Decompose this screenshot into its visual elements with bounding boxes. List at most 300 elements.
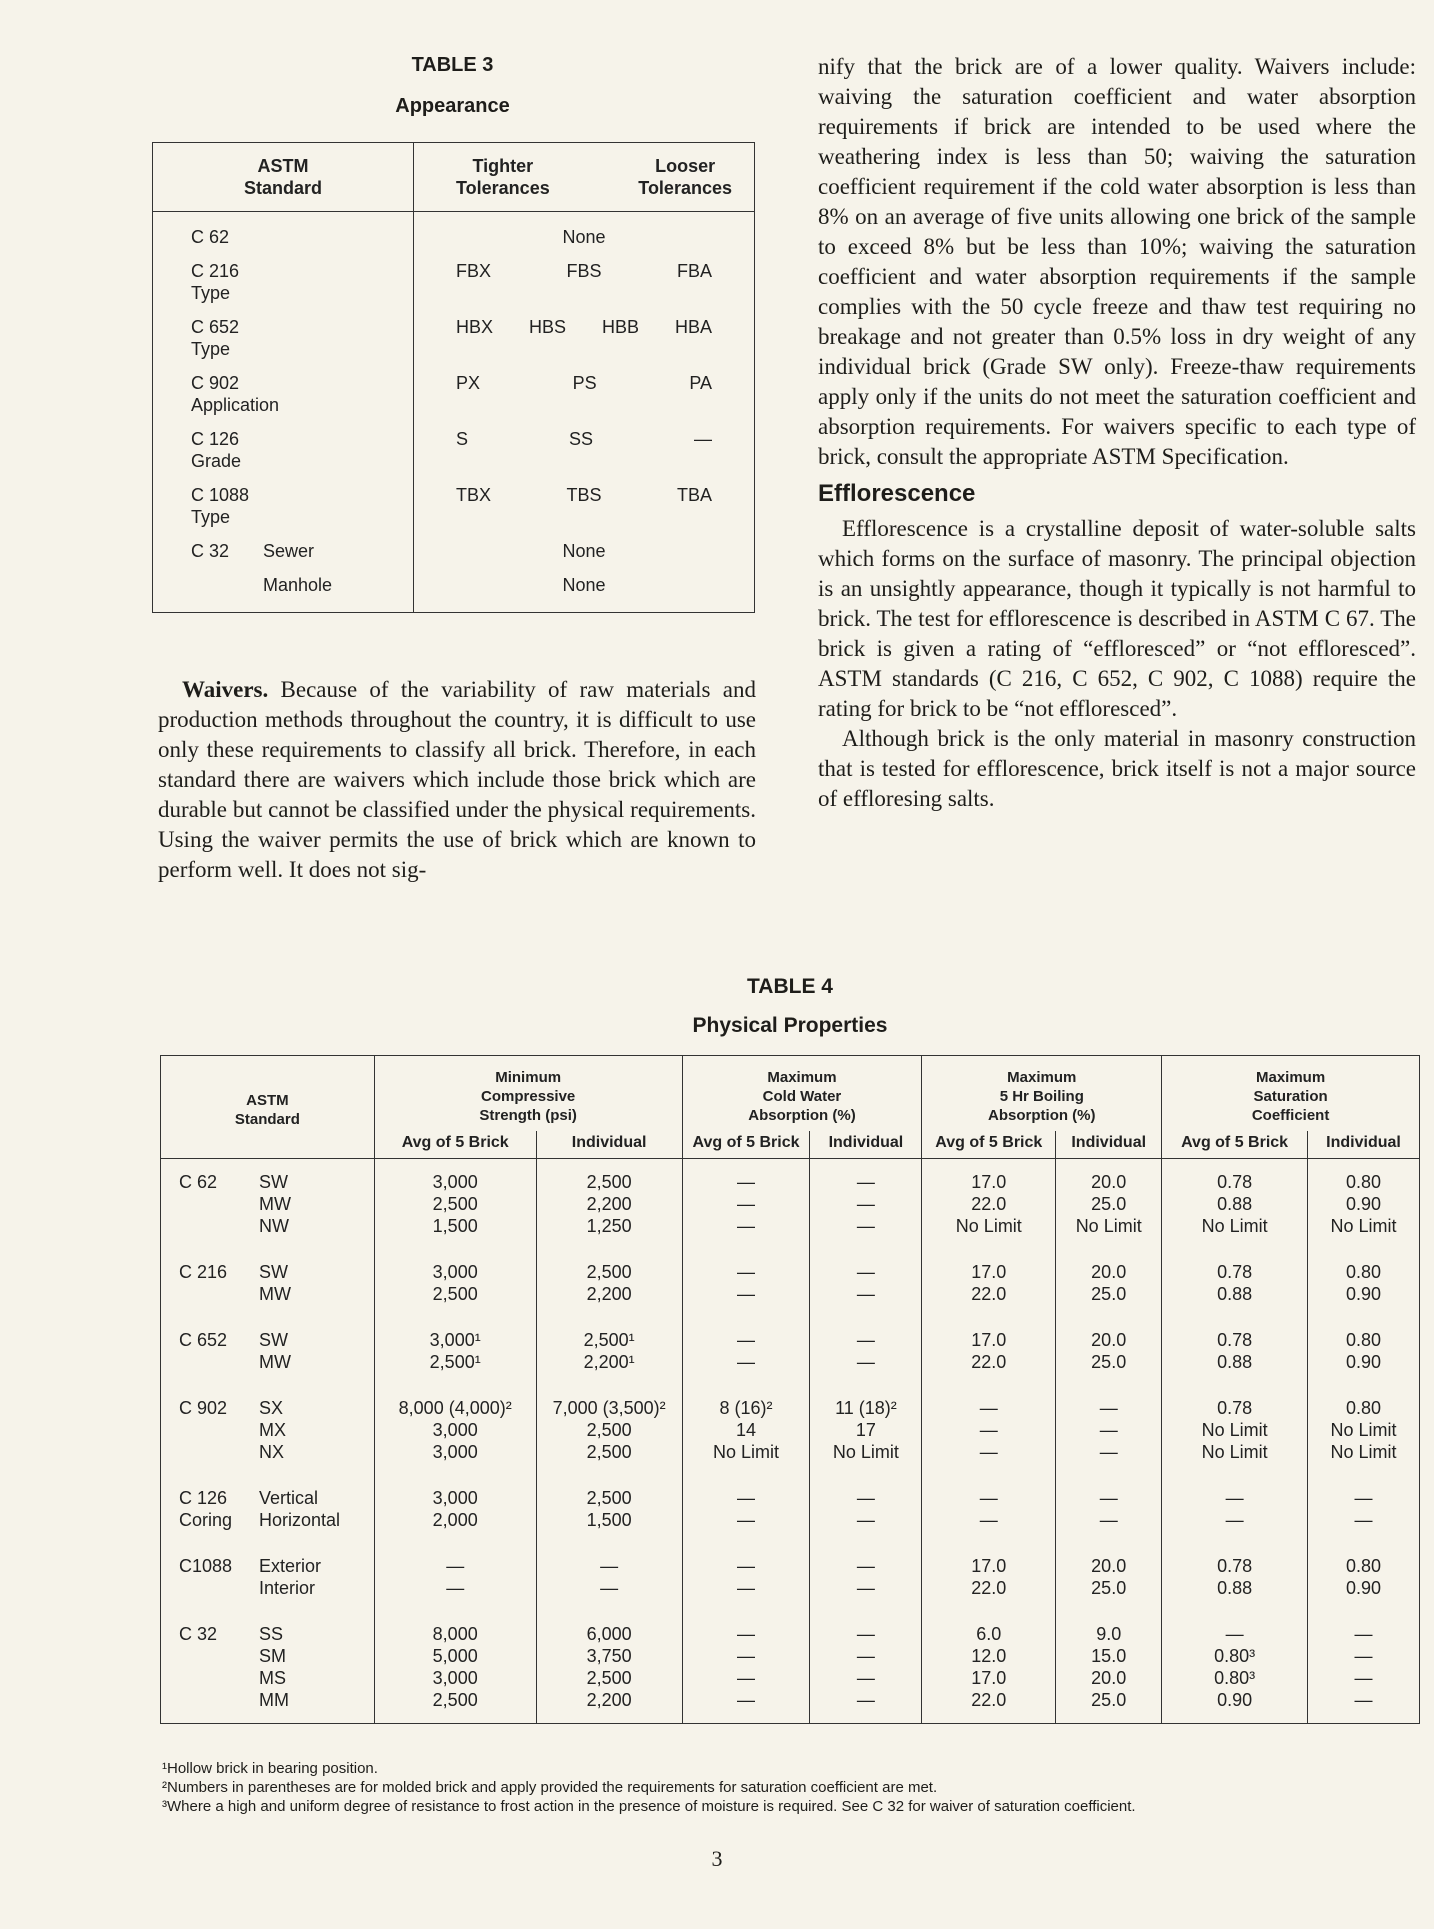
- table4-cell-boil-ind: [1056, 1317, 1162, 1385]
- table3-body: [153, 212, 755, 613]
- table4-header-saturation: Maximum Saturation Coefficient: [1251, 1069, 1330, 1124]
- table4-value: 17.0: [971, 1330, 1007, 1350]
- table4-value: 8 (16)²: [719, 1398, 773, 1418]
- table4-standard-cell: [161, 1385, 375, 1475]
- table4-value: —: [1099, 1510, 1118, 1530]
- table4-cell-sat-avg: [1162, 1543, 1308, 1611]
- table3-substandard: Grade: [191, 451, 242, 471]
- table4-value: 3,000: [432, 1420, 478, 1440]
- table4-grade: NX: [259, 1442, 285, 1462]
- table3-designation: FBA: [676, 261, 712, 281]
- table3-standard-cell: [153, 362, 414, 418]
- table4-value: —: [1354, 1624, 1373, 1644]
- table3-header-tolerances: [414, 143, 755, 212]
- table4-row: [161, 1543, 1420, 1611]
- table4-value: 20.0: [1091, 1262, 1127, 1282]
- table4-value: —: [600, 1556, 619, 1576]
- table4-value: 22.0: [971, 1352, 1007, 1372]
- table4-value: —: [446, 1556, 465, 1576]
- table3-standard: C 216: [191, 261, 240, 281]
- table4-value: 2,500: [586, 1488, 632, 1508]
- table3-designation: TBS: [566, 485, 602, 505]
- table4-cell-boil-ind: [1056, 1543, 1162, 1611]
- table3-standard: C 62: [191, 227, 230, 247]
- table3-row: [153, 362, 755, 418]
- table4-cell-cold-avg: [682, 1475, 810, 1543]
- table4-value: —: [856, 1556, 875, 1576]
- table4-value: 3,000¹: [429, 1330, 481, 1350]
- table4-standard-cell: [161, 1611, 375, 1724]
- table4-grades: [259, 1555, 321, 1599]
- table4-value: 0.78: [1217, 1398, 1253, 1418]
- table3-designation: —: [694, 429, 712, 449]
- table4-value: —: [1225, 1488, 1244, 1508]
- table4-value: 17.0: [971, 1172, 1007, 1192]
- table4-value: 25.0: [1091, 1194, 1127, 1214]
- table4-row: [161, 1475, 1420, 1543]
- table4-value: 2,500¹: [583, 1330, 635, 1350]
- table4-value: 7,000 (3,500)²: [552, 1398, 666, 1418]
- table4-cell-sat-avg: [1162, 1611, 1308, 1724]
- table4-value: No Limit: [713, 1442, 780, 1462]
- table4-value: No Limit: [1330, 1442, 1397, 1462]
- table4-cell-sat-avg: [1162, 1475, 1308, 1543]
- table4-value: No Limit: [1201, 1420, 1268, 1440]
- table4-value: —: [1354, 1668, 1373, 1688]
- table4-cell-sat-avg: [1162, 1249, 1308, 1317]
- table4-value: 25.0: [1091, 1578, 1127, 1598]
- table4-value: 15.0: [1091, 1646, 1127, 1666]
- table4-value: 2,500: [586, 1172, 632, 1192]
- table4-standard-label: C1088: [179, 1556, 233, 1576]
- table4-value: 22.0: [971, 1284, 1007, 1304]
- table3-designation: S: [456, 429, 469, 449]
- table3-standard-cell: [153, 212, 414, 251]
- table4-value: —: [856, 1578, 875, 1598]
- table4-standard-label: C 902: [179, 1398, 228, 1418]
- table4-value: 11 (18)²: [835, 1398, 897, 1418]
- table4-cell-sat-ind: [1308, 1317, 1420, 1385]
- efflorescence-paragraph-1: Efflorescence is a crystalline deposit of water-soluble salts which forms on the surface of masonry. The principal objection is an unsightly appearance, though it typically is not harmful to brick. The test for efflorescence is described in ASTM C 67. The brick is given a rating of “effloresced” or “not effloresced”. ASTM standards (C 216, C 652, C 902, C 1088) require the rating for brick to be “not effloresced”.: [818, 516, 1416, 721]
- table3-standard: C 32: [191, 541, 230, 561]
- table4-value: 2,500: [586, 1668, 632, 1688]
- table4-value: 3,000: [432, 1442, 478, 1462]
- table4-grade: MW: [259, 1194, 291, 1214]
- table4-value: —: [856, 1216, 875, 1236]
- table3-standard: C 652: [191, 317, 240, 337]
- table4-standard-cell: [161, 1543, 375, 1611]
- table4-grade: Vertical: [259, 1488, 319, 1508]
- table4-value: —: [737, 1646, 756, 1666]
- table3-title: Appearance: [395, 95, 510, 117]
- table4-sub-sat-avg: Avg of 5 Brick: [1162, 1131, 1308, 1159]
- table4-header-boiling: Maximum 5 Hr Boiling Absorption (%): [922, 1056, 1162, 1132]
- table4-grade: Horizontal: [259, 1510, 341, 1530]
- table4-grade: SW: [259, 1172, 288, 1192]
- table4-value: 20.0: [1091, 1668, 1127, 1688]
- table3-substandard: Type: [191, 339, 231, 359]
- table3: [152, 142, 755, 613]
- table3-row: [153, 474, 755, 530]
- table3-designation: PX: [456, 373, 481, 393]
- table4-cell-comp-ind: [536, 1475, 682, 1543]
- table4-cell-sat-avg: [1162, 1385, 1308, 1475]
- table4-value: —: [979, 1488, 998, 1508]
- table4-value: —: [1099, 1488, 1118, 1508]
- waivers-left-text: Because of the variability of raw materials and production methods throughout the country, it is difficult to use only these requirements to classify all brick. Therefore, in each standard there are waivers which include those brick which are durable but cannot be classified under the physical requirements. Using the waiver permits the use of brick which are known to perform well. It does not sig-: [158, 677, 756, 882]
- table4-value: 8,000 (4,000)²: [398, 1398, 512, 1418]
- table3-standard-cell: [153, 306, 414, 362]
- table4-standard-cell: [161, 1475, 375, 1543]
- table4-value: 22.0: [971, 1690, 1007, 1710]
- table4-value: 0.78: [1217, 1330, 1253, 1350]
- table4-cell-comp-avg: [374, 1611, 536, 1724]
- table4-standard-label: C 32: [179, 1624, 218, 1644]
- table4-value: 0.80: [1345, 1398, 1382, 1418]
- footnote-3: ³Where a high and uniform degree of resistance to frost action in the presence of moisture is required. See C 32 for waiver of saturation coefficient.: [162, 1798, 1136, 1815]
- table3-header-standard: ASTM Standard: [153, 143, 414, 212]
- table4-header-standard: ASTM Standard: [161, 1056, 375, 1159]
- table4-value: —: [1354, 1510, 1373, 1530]
- table4-title: Physical Properties: [692, 1014, 888, 1037]
- table4-row: [161, 1385, 1420, 1475]
- table4-value: —: [856, 1194, 875, 1214]
- table4-value: 3,000: [432, 1262, 478, 1282]
- table4-value: 20.0: [1091, 1172, 1127, 1192]
- table4-row: [161, 1159, 1420, 1250]
- table3-standard: C 1088: [191, 485, 250, 505]
- efflorescence-paragraph-2: Although brick is the only material in masonry construction that is tested for efflorescence, brick itself is not a major source of effloresing salts.: [818, 726, 1416, 811]
- table4-value: —: [737, 1172, 756, 1192]
- table4-cell-sat-ind: [1308, 1385, 1420, 1475]
- table4-value: 0.88: [1217, 1194, 1253, 1214]
- table4-grade: SX: [259, 1398, 284, 1418]
- table4-cell-comp-ind: [536, 1611, 682, 1724]
- table4-row: [161, 1317, 1420, 1385]
- table4-grade: MM: [259, 1690, 289, 1710]
- table4-value: 0.88: [1217, 1284, 1253, 1304]
- table4-cell-sat-ind: [1308, 1475, 1420, 1543]
- table4-value: 2,200: [586, 1194, 632, 1214]
- table4-cell-boil-ind: [1056, 1611, 1162, 1724]
- table4-grade: Interior: [259, 1578, 316, 1598]
- table4-standard-label: C 126 Coring: [179, 1488, 233, 1530]
- table3-row: [153, 530, 755, 564]
- table4-sub-comp-avg: Avg of 5 Brick: [374, 1131, 536, 1159]
- table3-designation: TBA: [676, 485, 712, 505]
- table4-value: —: [1225, 1624, 1244, 1644]
- table4-value: 0.90: [1345, 1352, 1382, 1372]
- table4-row: [161, 1611, 1420, 1724]
- table4-grades: [259, 1623, 289, 1711]
- table4-cell-boil-avg: [922, 1159, 1056, 1250]
- table3-standard-cell: [153, 530, 414, 564]
- table4-cell-comp-ind: [536, 1385, 682, 1475]
- table4-standard-cell: [161, 1249, 375, 1317]
- table4-cell-cold-avg: [682, 1543, 810, 1611]
- table4-value: 2,500: [586, 1442, 632, 1462]
- table4-grade: SM: [259, 1646, 286, 1666]
- waivers-paragraph: [158, 675, 756, 885]
- table3-values-cell: [414, 474, 755, 530]
- table4-value: 17: [855, 1420, 876, 1440]
- table4-value: 0.80³: [1214, 1668, 1256, 1688]
- table3-standard-cell: [153, 474, 414, 530]
- table4-value: —: [856, 1262, 875, 1282]
- table4-value: No Limit: [1075, 1216, 1142, 1236]
- table4-value: 2,000: [432, 1510, 478, 1530]
- table4-header-cold-water: Maximum Cold Water Absorption (%): [682, 1056, 922, 1132]
- table3-values-cell: [414, 250, 755, 306]
- table3-designation: FBX: [456, 261, 492, 281]
- table4-standard-label: C 652: [179, 1330, 228, 1350]
- table4-cell-comp-avg: [374, 1249, 536, 1317]
- table4-value: 6,000: [586, 1624, 632, 1644]
- table3-row: [153, 250, 755, 306]
- table4-value: 0.80³: [1214, 1646, 1256, 1666]
- table4-cell-boil-ind: [1056, 1385, 1162, 1475]
- table3-designation: TBX: [456, 485, 492, 505]
- table3-values-cell: None: [562, 227, 606, 247]
- table4-grade: MS: [259, 1668, 286, 1688]
- table4-value: —: [1225, 1510, 1244, 1530]
- table4-cell-cold-ind: [810, 1543, 922, 1611]
- table4-value: 2,500: [586, 1420, 632, 1440]
- table4-cell-boil-avg: [922, 1317, 1056, 1385]
- table4-value: —: [979, 1398, 998, 1418]
- table4-value: 25.0: [1091, 1690, 1127, 1710]
- table4-value: 0.80: [1345, 1262, 1382, 1282]
- table4-cell-sat-ind: [1308, 1543, 1420, 1611]
- table4-value: No Limit: [955, 1216, 1022, 1236]
- table4-value: 0.80: [1345, 1172, 1382, 1192]
- table4-value: —: [856, 1172, 875, 1192]
- table4-grades: [259, 1487, 340, 1531]
- table4-label: TABLE 4: [747, 975, 833, 998]
- table4-value: No Limit: [1201, 1442, 1268, 1462]
- table4-value: 3,000: [432, 1172, 478, 1192]
- table4-value: —: [737, 1488, 756, 1508]
- table4-value: —: [979, 1420, 998, 1440]
- table3-standard: C 126: [191, 429, 240, 449]
- table4-cell-boil-ind: [1056, 1249, 1162, 1317]
- table4-value: 9.0: [1096, 1624, 1122, 1644]
- table4-value: 2,500: [586, 1262, 632, 1282]
- table3-label: TABLE 3: [411, 54, 494, 76]
- table4-value: —: [856, 1646, 875, 1666]
- table4-standard-label: C 216: [179, 1262, 228, 1282]
- table4-body: [161, 1159, 1420, 1724]
- waivers-lead: Waivers.: [182, 677, 269, 702]
- table4-value: 0.90: [1345, 1284, 1382, 1304]
- table4-value: —: [856, 1330, 875, 1350]
- table4-standard-label: C 62: [179, 1172, 218, 1192]
- table4-value: 3,000: [432, 1668, 478, 1688]
- table4-grades: [259, 1171, 291, 1237]
- table4-value: 25.0: [1091, 1284, 1127, 1304]
- table4-cell-boil-avg: [922, 1611, 1056, 1724]
- table4-sub-cold-ind: Individual: [810, 1131, 922, 1159]
- table4-value: 22.0: [971, 1194, 1007, 1214]
- table3-substandard: Manhole: [263, 575, 333, 595]
- table4-value: 17.0: [971, 1556, 1007, 1576]
- table4-sub-boil-avg: Avg of 5 Brick: [922, 1131, 1056, 1159]
- table4-value: 17.0: [971, 1668, 1007, 1688]
- table4-cell-boil-avg: [922, 1543, 1056, 1611]
- table4-value: 1,500: [586, 1510, 632, 1530]
- table4-value: 2,200: [586, 1284, 632, 1304]
- table4-value: —: [737, 1578, 756, 1598]
- table3-substandard: Application: [191, 395, 280, 415]
- table4-value: —: [979, 1442, 998, 1462]
- table4-value: —: [1354, 1646, 1373, 1666]
- table4-header-compressive: Minimum Compressive Strength (psi): [374, 1056, 682, 1132]
- table4-cell-sat-avg: [1162, 1159, 1308, 1250]
- table4-value: 0.90: [1217, 1690, 1253, 1710]
- table4-cell-comp-ind: [536, 1249, 682, 1317]
- table4-grades: [259, 1261, 291, 1305]
- table4-cell-cold-ind: [810, 1385, 922, 1475]
- table3-row: [153, 212, 755, 251]
- table4-value: 8,000: [432, 1624, 478, 1644]
- table4-standard-cell: [161, 1317, 375, 1385]
- table3-designation: HBA: [674, 317, 712, 337]
- table4-cell-comp-avg: [374, 1475, 536, 1543]
- table4-cell-boil-avg: [922, 1475, 1056, 1543]
- table3-substandard: Type: [191, 507, 231, 527]
- table4-value: 20.0: [1091, 1556, 1127, 1576]
- table4-value: —: [737, 1216, 756, 1236]
- table4-sub-cold-avg: Avg of 5 Brick: [682, 1131, 810, 1159]
- table3-substandard: Sewer: [263, 541, 315, 561]
- table4-cell-comp-ind: [536, 1543, 682, 1611]
- table4-cell-boil-avg: [922, 1385, 1056, 1475]
- table4-value: —: [856, 1690, 875, 1710]
- table4-value: —: [1099, 1442, 1118, 1462]
- table4-cell-boil-ind: [1056, 1159, 1162, 1250]
- table4-value: 2,200¹: [583, 1352, 635, 1372]
- table4-value: 12.0: [971, 1646, 1007, 1666]
- table4-sub-comp-ind: Individual: [536, 1131, 682, 1159]
- table3-header-tighter: Tighter Tolerances: [456, 156, 550, 198]
- table3-row: [153, 306, 755, 362]
- table4-value: —: [737, 1690, 756, 1710]
- table4-value: —: [856, 1510, 875, 1530]
- table4-value: 1,500: [432, 1216, 478, 1236]
- table4-value: —: [737, 1284, 756, 1304]
- table3-substandard: Type: [191, 283, 231, 303]
- table4-value: 2,500: [432, 1284, 478, 1304]
- table4-value: 2,500: [432, 1690, 478, 1710]
- table3-standard-cell: [153, 250, 414, 306]
- table4-value: 2,200: [586, 1690, 632, 1710]
- table4-value: 2,500¹: [429, 1352, 481, 1372]
- table4-value: 0.90: [1345, 1194, 1382, 1214]
- table4-value: No Limit: [1201, 1216, 1268, 1236]
- table4-value: 0.78: [1217, 1172, 1253, 1192]
- table3-values-cell: [414, 362, 755, 418]
- table3-row: [153, 564, 755, 613]
- table4-sub-boil-ind: Individual: [1056, 1131, 1162, 1159]
- table4-grade: SW: [259, 1262, 288, 1282]
- table4-value: 17.0: [971, 1262, 1007, 1282]
- table4-cell-comp-avg: [374, 1159, 536, 1250]
- table3-standard-cell: [153, 564, 414, 613]
- table4-value: —: [979, 1510, 998, 1530]
- table3-values-cell: None: [562, 541, 606, 561]
- table4-value: —: [737, 1556, 756, 1576]
- table4-cell-sat-ind: [1308, 1159, 1420, 1250]
- table4-grade: SS: [259, 1624, 284, 1644]
- table4-cell-boil-ind: [1056, 1475, 1162, 1543]
- table4-value: 1,250: [586, 1216, 632, 1236]
- table4-footnotes: [162, 1759, 1136, 1816]
- table3-designation: PA: [689, 373, 712, 393]
- table4-cell-comp-ind: [536, 1159, 682, 1250]
- right-column: [818, 52, 1416, 814]
- table4-cell-comp-ind: [536, 1317, 682, 1385]
- waivers-section: [158, 675, 756, 885]
- table4-value: —: [737, 1262, 756, 1282]
- table4-value: —: [1354, 1488, 1373, 1508]
- table4-value: —: [1354, 1690, 1373, 1710]
- table4-row: [161, 1249, 1420, 1317]
- table4-value: No Limit: [832, 1442, 899, 1462]
- table4-value: —: [737, 1330, 756, 1350]
- table4-cell-comp-avg: [374, 1543, 536, 1611]
- table4-value: 3,750: [586, 1646, 632, 1666]
- table3-designation: HBX: [456, 317, 494, 337]
- table4-value: 22.0: [971, 1578, 1007, 1598]
- table4-cell-cold-avg: [682, 1159, 810, 1250]
- table4-cell-cold-avg: [682, 1249, 810, 1317]
- efflorescence-heading: Efflorescence: [818, 480, 976, 507]
- table4-cell-sat-ind: [1308, 1611, 1420, 1724]
- table4-grade: MW: [259, 1352, 291, 1372]
- table4-grades: [259, 1397, 286, 1463]
- table3-designation: HBB: [601, 317, 639, 337]
- table4: [160, 1055, 1420, 1724]
- table4-value: 0.80: [1345, 1330, 1382, 1350]
- table4-grade: MX: [259, 1420, 286, 1440]
- waivers-continued: nify that the brick are of a lower quality. Waivers include: waiving the saturation coefficient and water absorption requirements if brick are intended to be used where the weathering index is less than 50; waiving the saturation coefficient requirement if the cold water absorption is less than 8% on an average of five units allowing one brick of the sample to exceed 8% but be less than 10%; waiving the saturation coefficient and water absorption requirements if the sample complies with the 50 cycle freeze and thaw test requiring no breakage and not greater than 0.5% loss in dry weight of any individual brick (Grade SW only). Freeze-thaw requirements apply only if the units do not meet the saturation coefficient and absorption requirements. For waivers specific to each type of brick, consult the appropriate ASTM Specification.: [818, 54, 1416, 469]
- table4-cell-comp-avg: [374, 1317, 536, 1385]
- table4-value: No Limit: [1330, 1420, 1397, 1440]
- table3-standard-cell: [153, 418, 414, 474]
- table4-value: 0.78: [1217, 1556, 1253, 1576]
- table4-value: 3,000: [432, 1488, 478, 1508]
- table4-sub-sat-ind: Individual: [1308, 1131, 1420, 1159]
- page-number: 3: [711, 1846, 723, 1871]
- table4-grade: MW: [259, 1284, 291, 1304]
- table4-cell-cold-avg: [682, 1317, 810, 1385]
- table4-value: —: [856, 1668, 875, 1688]
- table3-values-cell: [414, 418, 755, 474]
- table4-value: —: [737, 1510, 756, 1530]
- table4-value: 6.0: [976, 1624, 1002, 1644]
- table4-grade: NW: [259, 1216, 289, 1236]
- table4-value: 0.88: [1217, 1352, 1253, 1372]
- table4-value: —: [737, 1668, 756, 1688]
- table4-cell-cold-avg: [682, 1611, 810, 1724]
- table4-value: 0.88: [1217, 1578, 1253, 1598]
- table4-value: —: [737, 1194, 756, 1214]
- table4-cell-boil-avg: [922, 1249, 1056, 1317]
- table4-cell-cold-ind: [810, 1159, 922, 1250]
- table4-cell-cold-ind: [810, 1475, 922, 1543]
- table4-value: —: [856, 1624, 875, 1644]
- table4-value: —: [737, 1352, 756, 1372]
